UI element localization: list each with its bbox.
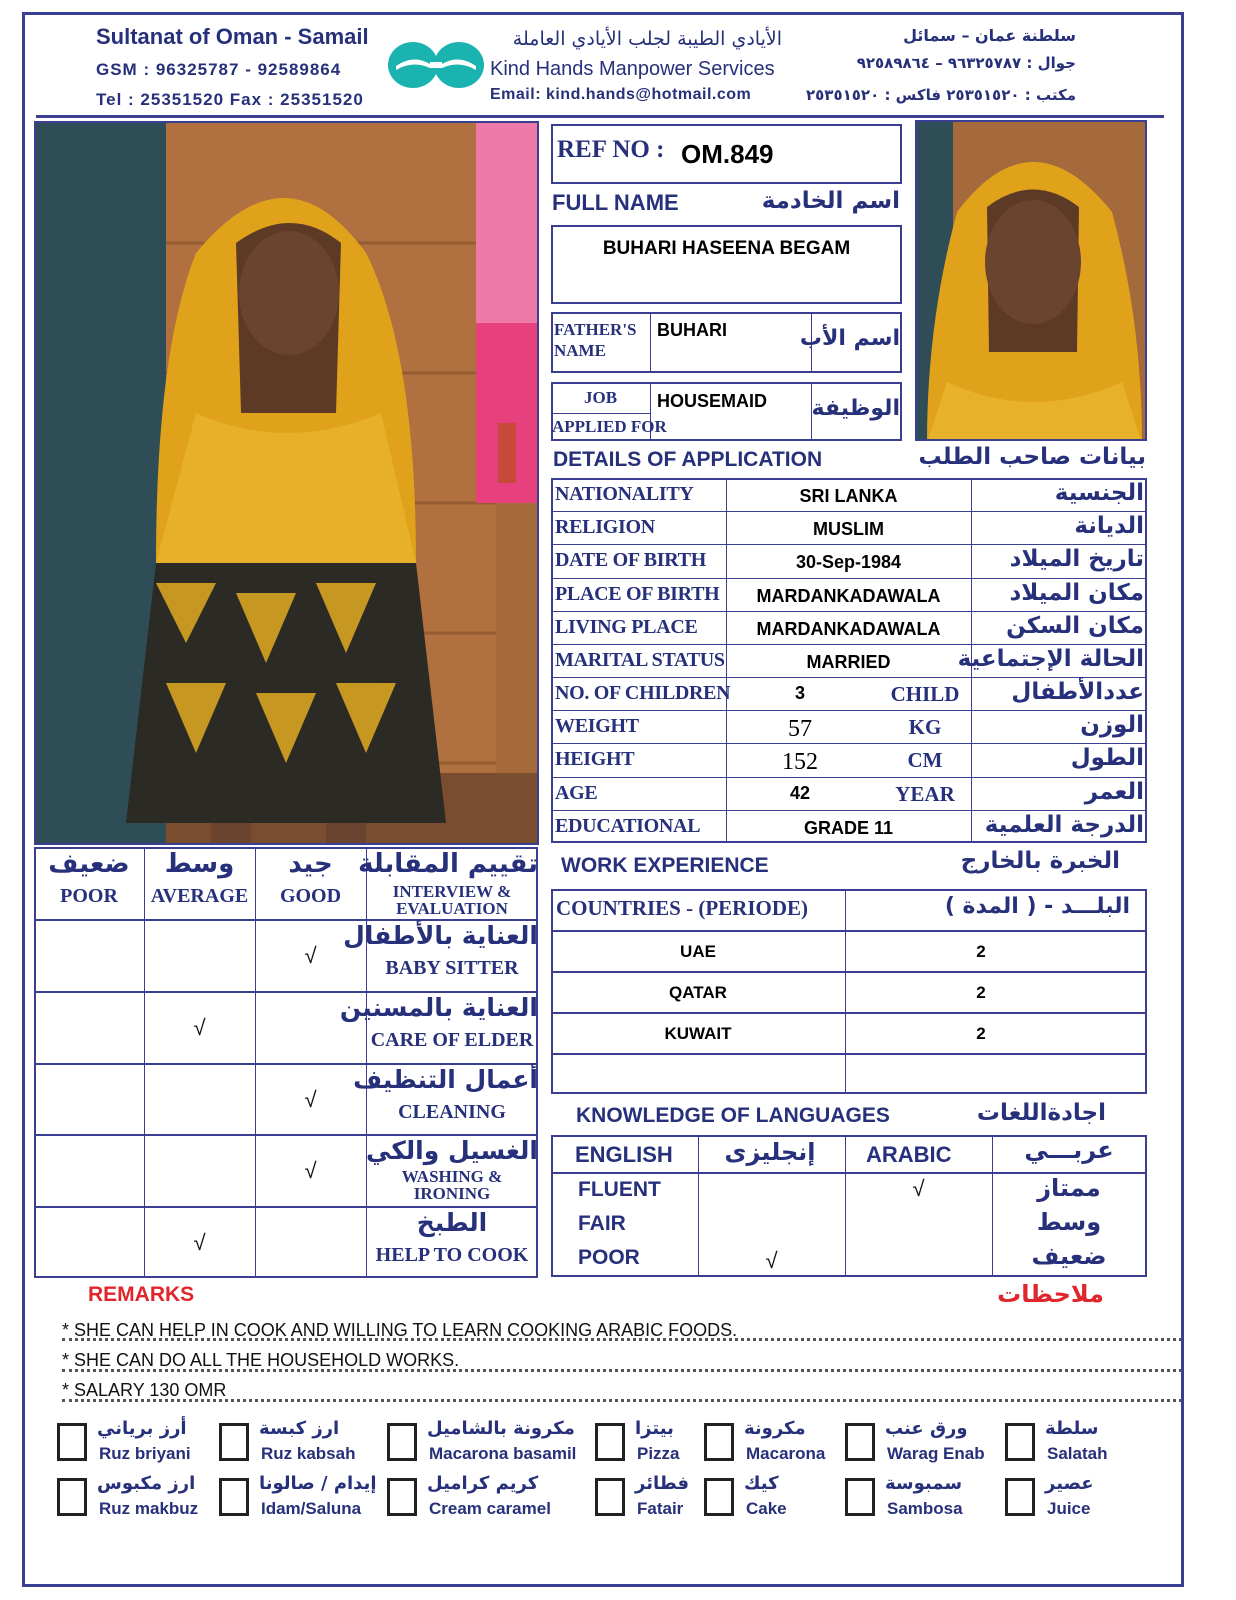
- food-checkbox[interactable]: [387, 1478, 417, 1516]
- details-row-divider: [551, 777, 1147, 778]
- lang-english-mark: √: [765, 1248, 778, 1273]
- remark-dots-3: [62, 1399, 1182, 1402]
- food-label-en: Sambosa: [887, 1499, 963, 1518]
- food-label-ar: سمبوسة: [885, 1473, 963, 1494]
- eval-header-ar: تقييم المقابلة: [358, 849, 538, 879]
- food-label-en: Cake: [746, 1499, 787, 1518]
- lang-col-divider-2: [845, 1135, 846, 1277]
- eval-checkmark: √: [304, 1086, 317, 1112]
- food-checkbox[interactable]: [845, 1423, 875, 1461]
- applicant-photo-large: [34, 121, 539, 845]
- detail-label: RELIGION: [555, 516, 655, 539]
- lang-level-en: FAIR: [578, 1212, 626, 1235]
- detail-unit: CM: [907, 748, 943, 773]
- eval-row-ar: أعمال التنظيف: [353, 1064, 538, 1094]
- lang-level-en: POOR: [578, 1246, 640, 1269]
- food-label-en: Ruz makbuz: [99, 1499, 199, 1518]
- detail-label-ar: الديانة: [1074, 513, 1144, 540]
- food-checkbox[interactable]: [1005, 1423, 1035, 1461]
- food-checkbox[interactable]: [57, 1478, 87, 1516]
- full-name-label: FULL NAME: [552, 190, 679, 215]
- detail-value: 152: [782, 749, 818, 776]
- eval-row-ar: العناية بالأطفال: [343, 921, 538, 950]
- remarks-title: REMARKS: [88, 1283, 195, 1306]
- detail-label: WEIGHT: [555, 715, 639, 738]
- work-col-ar: البلـــد - ( المدة ): [944, 894, 1130, 919]
- work-col-en: COUNTRIES - (PERIODE): [556, 896, 809, 920]
- food-label-ar: مكرونة بالشاميل: [427, 1418, 575, 1439]
- header-company-ar: الأيادي الطيبة لجلب الأيادي العاملة: [512, 28, 782, 50]
- father-label-l1: FATHER'S: [554, 320, 637, 339]
- detail-label: MARITAL STATUS: [555, 648, 725, 671]
- work-period: 2: [976, 1024, 986, 1043]
- job-label-ar: الوظيفة: [811, 396, 900, 421]
- details-row-divider: [551, 810, 1147, 811]
- header-company-en: Kind Hands Manpower Services: [490, 58, 775, 80]
- food-label-en: Salatah: [1047, 1444, 1108, 1463]
- remark-dots-2: [62, 1369, 1182, 1372]
- detail-value: SRI LANKA: [799, 486, 898, 506]
- job-label-l1: JOB: [583, 388, 618, 407]
- details-row-divider: [551, 611, 1147, 612]
- detail-label: NATIONALITY: [555, 483, 694, 505]
- work-experience-title-ar: الخبرة بالخارج: [960, 848, 1120, 874]
- father-label-ar: اسم الأب: [799, 326, 900, 351]
- details-row-divider: [551, 677, 1147, 678]
- header-right-line3: مكتب : ٢٥٣٥١٥٢٠ فاكس : ٢٥٣٥١٥٢٠: [805, 86, 1076, 104]
- ref-value: OM.849: [681, 139, 774, 169]
- detail-label-ar: الدرجة العلمية: [984, 811, 1144, 838]
- detail-label-ar: مكان السكن: [1006, 612, 1144, 639]
- eval-row-en: HELP TO COOK: [375, 1244, 529, 1267]
- food-label-en: Macarona basamil: [429, 1444, 577, 1463]
- remark-dots-1: [62, 1338, 1182, 1341]
- detail-label-ar: الجنسية: [1054, 480, 1144, 506]
- father-value: BUHARI: [657, 320, 727, 340]
- food-label-en: Idam/Saluna: [261, 1499, 362, 1518]
- eval-row-en: WASHING & IRONING: [401, 1167, 503, 1204]
- food-label-ar: كيك: [744, 1473, 779, 1494]
- eval-checkmark: √: [193, 1230, 206, 1256]
- detail-label: PLACE OF BIRTH: [555, 582, 720, 605]
- detail-value: 57: [788, 716, 812, 743]
- header-right-line1: سلطنة عمان – سمائل: [903, 26, 1076, 45]
- food-label-ar: فطائر: [635, 1473, 690, 1494]
- detail-label: AGE: [555, 781, 598, 804]
- remark-line-2: * SHE CAN DO ALL THE HOUSEHOLD WORKS.: [62, 1350, 460, 1370]
- detail-value: MARDANKADAWALA: [756, 585, 941, 606]
- eval-row-ar: العناية بالمسنين: [339, 992, 538, 1022]
- eval-header-en: INTERVIEW & EVALUATION: [392, 882, 512, 918]
- detail-value: 3: [794, 683, 805, 704]
- detail-label-ar: تاريخ الميلاد: [1009, 546, 1144, 573]
- food-label-ar: إيدام / صالونا: [259, 1473, 377, 1494]
- eval-row-ar: الطبخ: [416, 1208, 488, 1238]
- food-checkbox[interactable]: [704, 1478, 734, 1516]
- eval-row-en: CARE OF ELDER: [370, 1028, 534, 1051]
- header-divider: [36, 115, 1164, 118]
- eval-header-en: GOOD: [279, 885, 342, 907]
- food-label-en: Juice: [1047, 1499, 1091, 1518]
- header-tel: Tel : 25351520 Fax : 25351520: [96, 90, 364, 109]
- eval-header-en: POOR: [60, 885, 118, 907]
- lang-english-label-ar: إنجليزى: [724, 1138, 816, 1166]
- detail-label: HEIGHT: [555, 748, 635, 771]
- ref-label: REF NO :: [557, 136, 665, 163]
- full-name-box: [551, 225, 902, 304]
- work-period: 2: [976, 983, 986, 1002]
- lang-level-ar: وسط: [1036, 1208, 1102, 1236]
- food-label-ar: ورق عنب: [885, 1418, 968, 1439]
- lang-level-ar: ممتاز: [1037, 1174, 1101, 1202]
- food-checkbox[interactable]: [219, 1423, 249, 1461]
- full-name-label-ar: اسم الخادمة: [761, 188, 900, 214]
- detail-value: MARRIED: [806, 651, 891, 672]
- food-label-en: Warag Enab: [887, 1444, 985, 1463]
- eval-checkmark: √: [304, 1158, 317, 1184]
- food-label-en: Macarona: [746, 1444, 826, 1463]
- detail-value: 30-Sep-1984: [795, 552, 902, 573]
- details-row-divider: [551, 544, 1147, 545]
- lang-level-en: FLUENT: [578, 1178, 661, 1201]
- food-checkbox[interactable]: [57, 1423, 87, 1461]
- applicant-photo-small: [915, 120, 1147, 441]
- job-label-divider: [551, 413, 650, 414]
- languages-title-ar: اجادةاللغات: [976, 1100, 1106, 1126]
- food-checkbox[interactable]: [1005, 1478, 1035, 1516]
- detail-label: NO. OF CHILDREN: [555, 682, 731, 705]
- father-divider-1: [650, 312, 651, 373]
- eval-header-ar: جيد: [288, 849, 333, 879]
- food-label-en: Cream caramel: [429, 1499, 551, 1518]
- work-row-divider: [551, 1053, 1147, 1055]
- full-name-value: BUHARI HASEENA BEGAM: [602, 238, 851, 259]
- food-label-ar: ارز مكبوس: [97, 1473, 196, 1494]
- food-label-en: Ruz briyani: [99, 1444, 191, 1463]
- detail-label-ar: الطول: [1070, 745, 1144, 772]
- header-email: Email: kind.hands@hotmail.com: [490, 86, 752, 103]
- work-period: 2: [976, 942, 986, 961]
- remarks-title-ar: ملاحظات: [997, 1280, 1104, 1308]
- food-label-ar: بيتزا: [635, 1418, 674, 1439]
- header-gsm: GSM : 96325787 - 92589864: [96, 60, 342, 79]
- detail-unit: YEAR: [895, 781, 955, 806]
- food-checkbox[interactable]: [704, 1423, 734, 1461]
- details-row-divider: [551, 578, 1147, 579]
- work-country: QATAR: [669, 983, 727, 1002]
- details-row-divider: [551, 511, 1147, 512]
- detail-unit: CHILD: [890, 682, 960, 707]
- food-label-ar: ارز كبسة: [259, 1418, 340, 1439]
- food-checkbox[interactable]: [219, 1478, 249, 1516]
- detail-unit: KG: [908, 715, 942, 740]
- detail-label-ar: مكان الميلاد: [1009, 579, 1144, 606]
- detail-label-ar: الوزن: [1080, 712, 1144, 739]
- food-label-ar: عصير: [1045, 1473, 1094, 1494]
- food-checkbox[interactable]: [595, 1478, 625, 1516]
- detail-value: GRADE 11: [803, 817, 894, 838]
- work-country: KUWAIT: [664, 1024, 732, 1043]
- food-label-en: Fatair: [637, 1499, 684, 1518]
- lang-arabic-label-ar: عربـــي: [1024, 1136, 1114, 1164]
- eval-checkmark: √: [304, 943, 317, 968]
- eval-row-ar: الغسيل والكي: [365, 1136, 538, 1166]
- food-label-en: Ruz kabsah: [261, 1444, 356, 1463]
- details-row-divider: [551, 743, 1147, 744]
- father-label-l2: NAME: [554, 341, 606, 360]
- food-checkbox[interactable]: [845, 1478, 875, 1516]
- food-label-ar: كريم كراميل: [427, 1473, 539, 1494]
- remark-line-3: * SALARY 130 OMR: [62, 1380, 227, 1400]
- work-experience-title: WORK EXPERIENCE: [561, 854, 769, 877]
- company-logo-icon: [386, 40, 486, 90]
- lang-level-ar: ضعيف: [1031, 1242, 1107, 1270]
- header-left-line1: Sultanat of Oman - Samail: [96, 24, 369, 49]
- detail-value: MUSLIM: [813, 519, 884, 540]
- job-value: HOUSEMAID: [657, 391, 768, 411]
- detail-label-ar: الحالة الإجتماعية: [957, 645, 1144, 672]
- details-title-ar: بيانات صاحب الطلب: [918, 444, 1146, 470]
- food-label-en: Pizza: [637, 1444, 680, 1463]
- eval-header-en: AVERAGE: [150, 885, 249, 907]
- lang-arabic-mark: √: [912, 1176, 925, 1201]
- work-country: UAE: [680, 942, 716, 961]
- detail-label-ar: العمر: [1084, 778, 1144, 805]
- detail-value: 42: [789, 782, 811, 803]
- food-checkbox[interactable]: [387, 1423, 417, 1461]
- detail-value: MARDANKADAWALA: [756, 618, 941, 639]
- remark-line-1: * SHE CAN HELP IN COOK AND WILLING TO LEARN COOKING ARABIC FOODS.: [62, 1320, 738, 1340]
- work-row-divider: [551, 971, 1147, 973]
- work-row-divider: [551, 1012, 1147, 1014]
- food-label-ar: سلطة: [1045, 1418, 1099, 1439]
- food-label-ar: مكرونة: [744, 1418, 806, 1439]
- lang-arabic-label: ARABIC: [866, 1142, 952, 1167]
- eval-row-en: BABY SITTER: [385, 957, 519, 979]
- details-title: DETAILS OF APPLICATION: [553, 448, 823, 471]
- header-right-line2: جوال : ٩٦٣٢٥٧٨٧ – ٩٢٥٨٩٨٦٤: [856, 54, 1076, 72]
- eval-checkmark: √: [193, 1014, 206, 1040]
- work-row-divider: [551, 930, 1147, 932]
- eval-header-ar: ضعيف: [48, 849, 130, 879]
- food-label-ar: أرز برياني: [97, 1418, 187, 1439]
- lang-col-divider-3: [992, 1135, 993, 1277]
- languages-title: KNOWLEDGE OF LANGUAGES: [576, 1104, 890, 1127]
- details-row-divider: [551, 710, 1147, 711]
- lang-english-label: ENGLISH: [575, 1142, 673, 1167]
- detail-label-ar: عددالأطفال: [1011, 679, 1144, 706]
- detail-label: DATE OF BIRTH: [555, 549, 706, 572]
- details-row-divider: [551, 644, 1147, 645]
- detail-label: EDUCATIONAL: [555, 814, 701, 837]
- detail-label: LIVING PLACE: [555, 615, 698, 638]
- eval-row-en: CLEANING: [398, 1100, 506, 1123]
- food-checkbox[interactable]: [595, 1423, 625, 1461]
- eval-header-ar: وسط: [164, 849, 235, 879]
- job-label-l2: APPLIED FOR: [552, 417, 667, 436]
